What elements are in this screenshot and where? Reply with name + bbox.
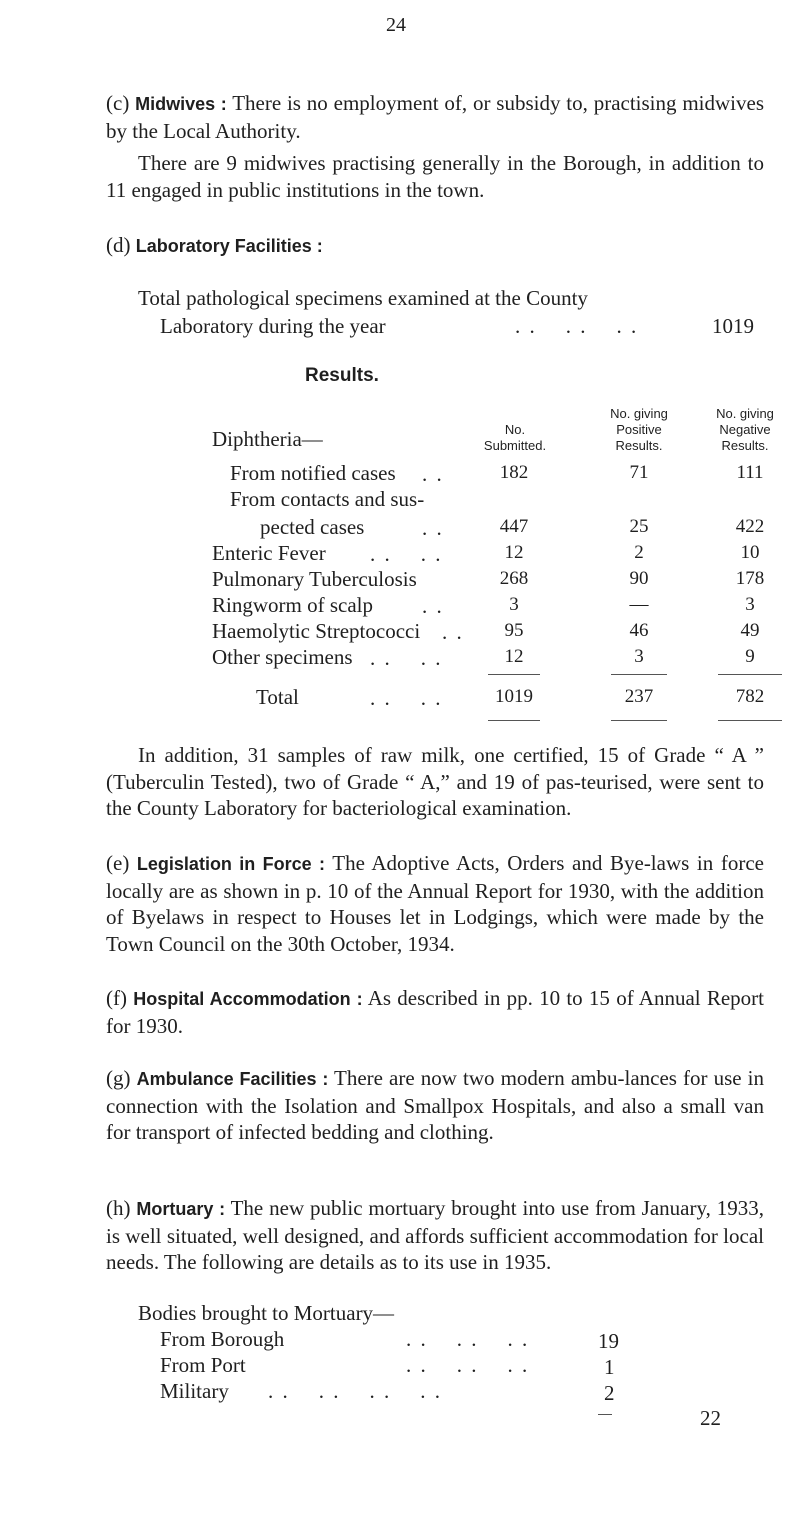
mortuary-item-label: From Port <box>160 1353 246 1377</box>
total-positive: 237 <box>624 686 654 707</box>
cell-submitted: 12 <box>504 542 524 563</box>
midwives-paragraph <box>106 90 764 144</box>
cell-negative: 178 <box>735 568 765 589</box>
leader-dots: . . . . . . . . <box>268 1379 442 1403</box>
section-heading: Hospital Accommodation : <box>133 989 363 1009</box>
section-text: As described in pp. 10 to 15 of Annual Report for 1930. <box>106 986 765 1038</box>
milk-samples-paragraph: In addition, 31 samples of raw milk, one certified, 15 of Grade “ A ” (Tuberculin Tested), two of Grade “ A,” and 19 of pas-teurised, were sent to the County Laboratory for bacteriological examination. <box>106 743 764 820</box>
cell-positive: 2 <box>634 542 644 563</box>
total-rule <box>488 720 540 721</box>
cell-positive: 46 <box>629 620 649 641</box>
cell-positive: — <box>629 594 649 615</box>
cell-negative: 422 <box>735 516 765 537</box>
section-heading: Ambulance Facilities : <box>136 1069 329 1089</box>
total-rule <box>611 720 667 721</box>
leader-dots: . . . . <box>370 646 443 670</box>
section-label: (e) <box>106 851 130 875</box>
total-negative: 782 <box>735 686 765 707</box>
section-label: (c) <box>106 91 130 115</box>
cell-positive: 3 <box>634 646 644 667</box>
section-text: There are now two modern ambu-lances for use in connection with the Isolation and Smallpox Hospitals, and also a small van for transport of infected bedding and clothing. <box>106 1066 765 1144</box>
mortuary-item-value: 2 <box>604 1381 615 1405</box>
mortuary-total-rule <box>598 1414 612 1415</box>
cell-submitted: 3 <box>509 594 519 615</box>
mortuary-item-value: 19 <box>598 1329 619 1353</box>
table-row-label: Other specimens <box>212 645 353 669</box>
table-row-label: From contacts and sus- <box>230 487 425 511</box>
section-label: (g) <box>106 1066 131 1090</box>
lab-total-line-1: Total pathological specimens examined at the County <box>138 286 588 310</box>
leader-dots: . . . . . . <box>515 314 639 338</box>
table-row-label: From notified cases <box>230 461 396 485</box>
cell-submitted: 95 <box>504 620 524 641</box>
laboratory-heading-line <box>106 232 323 259</box>
mortuary-paragraph <box>106 1195 764 1276</box>
mortuary-item-label: Military <box>160 1379 229 1403</box>
page-number: 24 <box>386 14 406 36</box>
midwives-count-paragraph: There are 9 midwives practising generally in the Borough, in addition to 11 engaged in public institutions in the town. <box>106 151 764 202</box>
hospital-paragraph <box>106 985 764 1039</box>
section-heading: Legislation in Force : <box>136 854 326 874</box>
leader-dots: . . <box>442 620 464 644</box>
leader-dots: . . <box>422 516 444 540</box>
mortuary-item-label: From Borough <box>160 1327 285 1351</box>
section-heading: Laboratory Facilities : <box>135 236 323 256</box>
total-rule <box>611 674 667 675</box>
section-label: (f) <box>106 986 127 1010</box>
leader-dots: . . <box>422 462 444 486</box>
section-label: (d) <box>106 233 131 257</box>
col-header-negative: No. giving Negative Results. <box>716 406 774 453</box>
cell-positive: 71 <box>629 462 649 483</box>
ambulance-paragraph <box>106 1065 764 1146</box>
cell-negative: 49 <box>740 620 760 641</box>
cell-submitted: 182 <box>499 462 529 483</box>
cell-positive: 90 <box>629 568 649 589</box>
cell-negative: 111 <box>736 462 764 483</box>
leader-dots: . . . . <box>370 542 443 566</box>
section-heading: Midwives : <box>135 94 227 114</box>
table-row-label: Haemolytic Streptococci <box>212 619 421 643</box>
leader-dots: . . <box>422 594 444 618</box>
table-total-label: Total <box>256 685 299 709</box>
section-heading: Mortuary : <box>136 1199 226 1219</box>
col-header-submitted: No. Submitted. <box>483 422 547 453</box>
legislation-paragraph <box>106 850 764 957</box>
cell-negative: 3 <box>745 594 755 615</box>
col-header-positive: No. giving Positive Results. <box>610 406 668 453</box>
table-row-label: Pulmonary Tuberculosis <box>212 567 417 591</box>
cell-submitted: 268 <box>499 568 529 589</box>
cell-negative: 9 <box>745 646 755 667</box>
leader-dots: . . . . . . <box>406 1327 530 1351</box>
total-rule <box>488 674 540 675</box>
cell-negative: 10 <box>740 542 760 563</box>
section-label: (h) <box>106 1196 131 1220</box>
total-submitted: 1019 <box>495 686 533 707</box>
cell-positive: 25 <box>629 516 649 537</box>
section-text: There is no employment of, or subsidy to, practising midwives by the Local Authority. <box>106 91 765 143</box>
section-text: The new public mortuary brought into use from January, 1933, is well situated, well designed, and affords sufficient accommodation for local needs. The following are details as to its use in 1935. <box>106 1196 765 1274</box>
bodies-heading: Bodies brought to Mortuary— <box>138 1301 395 1325</box>
total-rule <box>718 674 782 675</box>
mortuary-total: 22 <box>700 1406 721 1430</box>
results-title: Results. <box>305 365 379 386</box>
cell-submitted: 12 <box>504 646 524 667</box>
leader-dots: . . . . . . <box>406 1353 530 1377</box>
group-label-diphtheria: Diphtheria— <box>212 427 323 451</box>
section-text: The Adoptive Acts, Orders and Bye-laws in force locally are as shown in p. 10 of the Annual Report for 1930, with the addition of Byelaws in respect to Houses let in Lodgings, which were made by the Town Council on the 30th October, 1934. <box>106 851 764 956</box>
lab-total-line-2: Laboratory during the year <box>160 314 386 338</box>
cell-submitted: 447 <box>499 516 529 537</box>
table-row-label: Ringworm of scalp <box>212 593 373 617</box>
table-row-label: Enteric Fever <box>212 541 326 565</box>
total-rule <box>718 720 782 721</box>
table-row-label-cont: pected cases <box>260 515 365 539</box>
mortuary-item-value: 1 <box>604 1355 615 1379</box>
leader-dots: . . . . <box>370 686 443 710</box>
lab-total-value: 1019 <box>712 314 754 338</box>
